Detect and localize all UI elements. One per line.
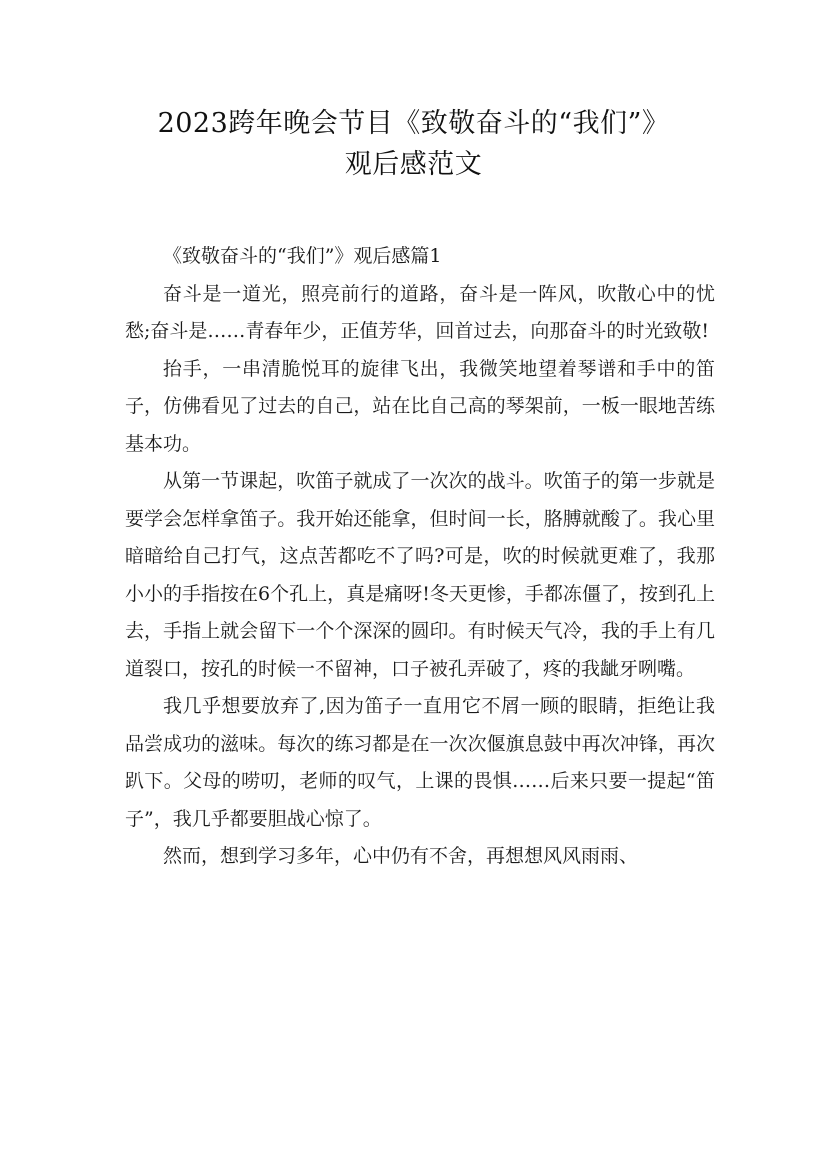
document-title-line-2: 观后感范文	[344, 149, 483, 180]
section-heading: 《致敬奋斗的“我们”》观后感篇1	[163, 245, 442, 267]
paragraph: 从第一节课起，吹笛子就成了一次次的战斗。吹笛子的第一步就是要学会怎样拿笛子。我开始还能拿，但时间一长，胳膊就酸了。我心里暗暗给自己打气，这点苦都吃不了吗?可是，吹的时候就更难了，我那小小的手指按在6个孔上，真是痛呀!冬天更惨，手都冻僵了，按到孔上去，手指上就会留下一个个深深的圆印。有时候天气冷，我的手上有几道裂口，按孔的时候一不留神，口子被孔弄破了，疼的我龇牙咧嘴。	[125, 470, 715, 680]
paragraph: 奋斗是一道光，照亮前行的道路，奋斗是一阵风，吹散心中的忧愁;奋斗是……青春年少，正值芳华，回首过去，向那奋斗的时光致敬!	[125, 282, 715, 342]
paragraph: 然而，想到学习多年，心中仍有不舍，再想想风风雨雨、	[163, 845, 639, 867]
document-title-line-1: 2023跨年晚会节目《致敬奋斗的“我们”》	[157, 108, 670, 139]
paragraph: 我几乎想要放弃了,因为笛子一直用它不屑一顾的眼睛，拒绝让我品尝成功的滋味。每次的练习都是在一次次偃旗息鼓中再次冲锋，再次趴下。父母的唠叨，老师的叹气，上课的畏惧……后来只要一提起“笛子”，我几乎都要胆战心惊了。	[125, 695, 715, 830]
document-body	[125, 238, 715, 876]
paragraph: 抬手，一串清脆悦耳的旋律飞出，我微笑地望着琴谱和手中的笛子，仿佛看见了过去的自己，站在比自己高的琴架前，一板一眼地苦练基本功。	[125, 357, 715, 455]
